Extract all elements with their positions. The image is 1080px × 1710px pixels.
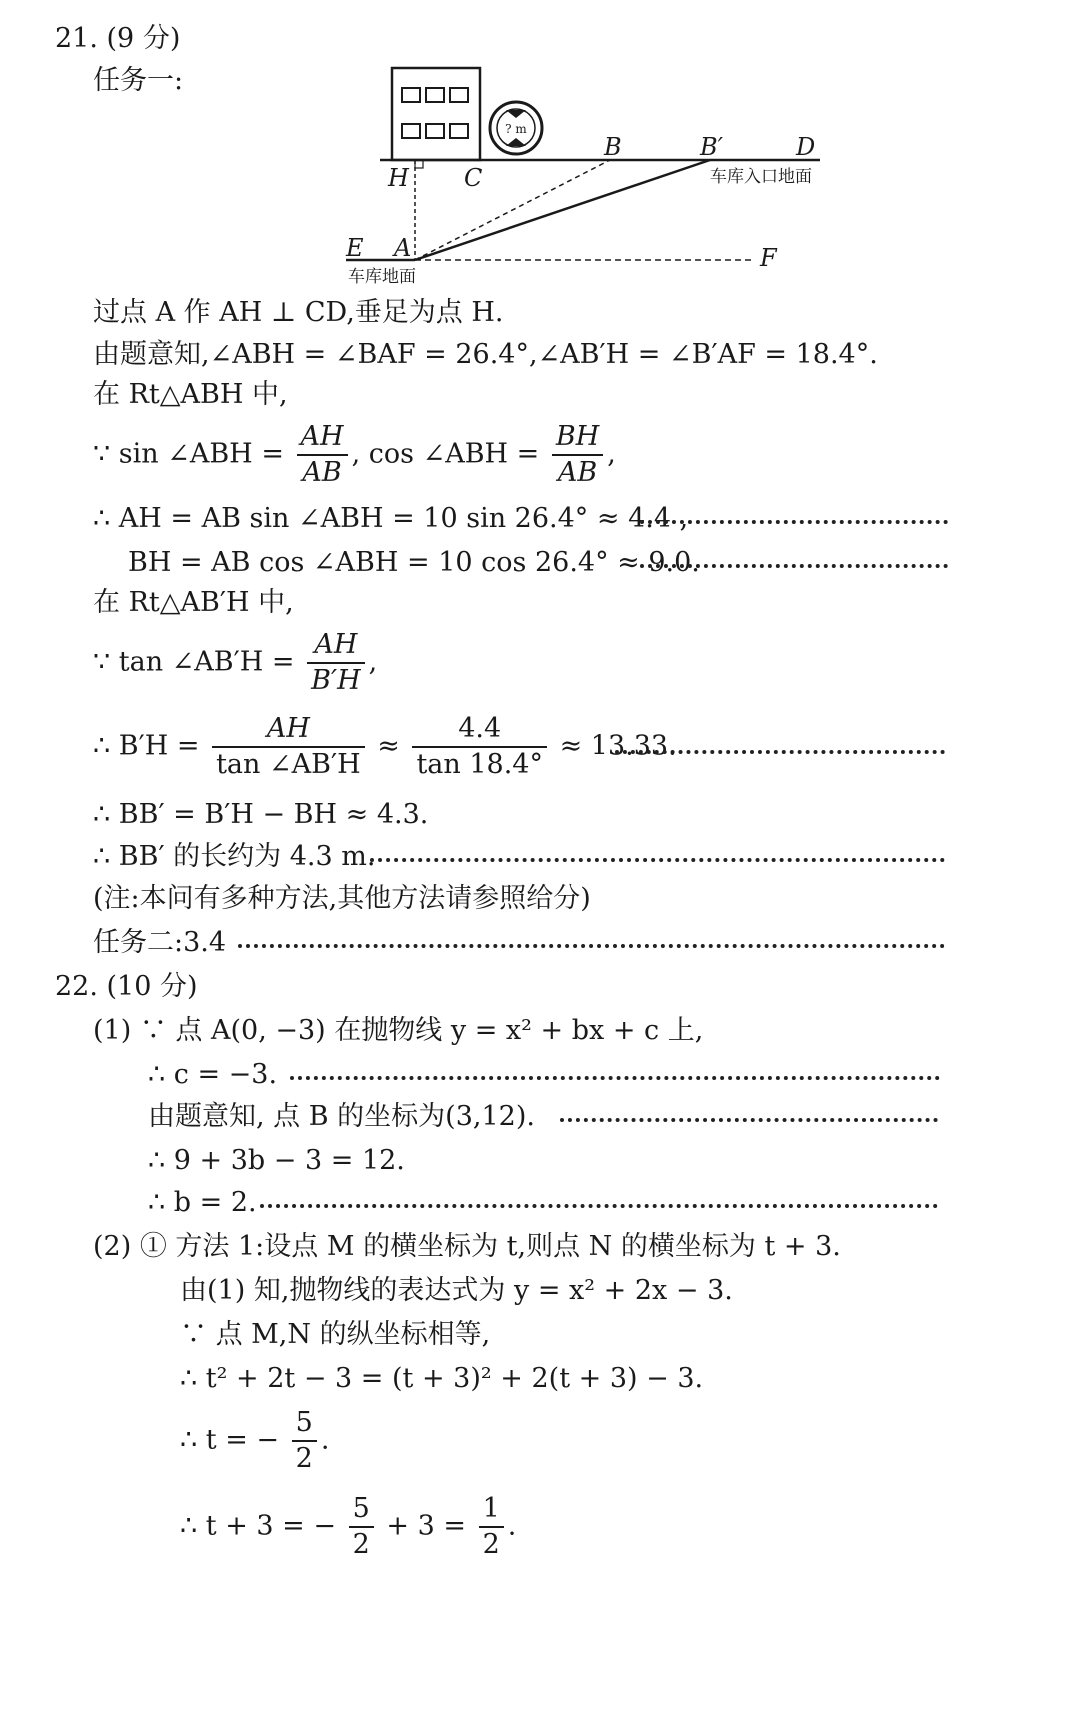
t-den: 2 [295,1443,313,1474]
bh-num2: 4.4 [412,712,547,748]
score-dots [615,750,945,754]
t3-num1: 5 [349,1492,374,1528]
q22-p2-line3: ∵ 点 M,N 的纵坐标相等, [180,1319,491,1350]
bh-den2: tan 18.4° [416,749,543,780]
t-fraction [292,1406,317,1476]
q21-tan-line: ∵ tan ∠AB′H = $\frac{AH}{B'H}$ , [93,629,378,696]
bh-approx: ≈ [377,730,400,762]
cos-fraction [552,420,603,490]
sin-den: AB [302,457,342,488]
label-A: A [394,234,412,262]
bh-fraction-2 [412,712,547,782]
cos-lhs: , cos ∠ABH = [351,438,540,470]
score-dots [640,564,948,568]
q21-line10: ∴ BB′ = B′H − BH ≈ 4.3. [93,799,429,830]
tan-num: AH [307,628,365,664]
task1-label: 任务一: [93,65,184,96]
cos-num: BH [552,420,603,456]
tan-lhs: ∵ tan ∠AB′H = [93,646,295,678]
q22-p1-line2: ∴ c = −3. [148,1059,278,1090]
bh-den1: tan ∠AB′H [216,749,361,780]
t3-end: . [507,1510,517,1542]
t3-lhs: ∴ t + 3 = − [180,1510,336,1542]
q22-p1-line4: ∴ 9 + 3b − 3 = 12. [148,1145,405,1176]
t3-fraction-1 [349,1492,374,1562]
label-E: E [346,234,364,262]
q21-line11: ∴ BB′ 的长约为 4.3 m. [93,841,376,872]
t3-den2: 2 [482,1529,500,1560]
t3-den1: 2 [352,1529,370,1560]
q22-p2-line1: (2) ① 方法 1:设点 M 的横坐标为 t,则点 N 的横坐标为 t + 3. [93,1231,841,1262]
sign-text: ? m [505,122,527,136]
bh-result: ≈ 13.33. [559,730,677,762]
score-dots [290,1076,940,1080]
label-H: H [388,164,409,192]
label-garage-floor: 车库地面 [348,267,416,287]
q21-line3: 在 Rt△ABH 中, [93,379,288,410]
q21-line6: BH = AB cos ∠ABH = 10 cos 26.4° ≈ 9.0. [128,547,700,578]
q21-note: (注:本问有多种方法,其他方法请参照给分) [93,883,591,914]
score-dots [370,858,945,862]
garage-diagram [330,60,850,290]
q22-p1-line1: (1) ∵ 点 A(0, −3) 在抛物线 y = x² + bx + c 上, [93,1015,704,1046]
label-C: C [464,164,483,192]
bh-fraction-1 [212,712,365,782]
label-B: B [604,133,622,161]
cos-den: AB [557,457,598,488]
q22-header: 22. (10 分) [55,971,198,1002]
q21-line1: 过点 A 作 AH ⊥ CD,垂足为点 H. [93,297,504,328]
score-dots [260,1204,938,1208]
label-B-prime: B′ [700,133,724,161]
t3-num2: 1 [479,1492,504,1528]
q21-header: 21. (9 分) [55,23,181,54]
q22-t3-line [180,1492,516,1562]
tan-den: B′H [311,665,361,696]
q22-p2-line2: 由(1) 知,抛物线的表达式为 y = x² + 2x − 3. [180,1275,733,1306]
score-dots [640,520,948,524]
sin-fraction [297,420,348,490]
q21-sin-cos-line: ∵ sin ∠ABH = $\frac{AH}{AB}$ , cos ∠ABH = $\frac{BH}{AB}$ , [93,421,616,488]
q22-p1-line3: 由题意知, 点 B 的坐标为(3,12). [148,1101,535,1132]
label-D: D [796,133,816,161]
q22-p1-line5: ∴ b = 2. [148,1187,257,1218]
t-end: . [320,1424,330,1456]
t3-fraction-2 [479,1492,504,1562]
score-dots [238,944,945,948]
bh-lhs: ∴ B′H = [93,730,200,762]
q22-p2-line4: ∴ t² + 2t − 3 = (t + 3)² + 2(t + 3) − 3. [180,1363,704,1394]
label-F: F [760,244,777,272]
tan-fraction [307,628,365,698]
sin-lhs: ∵ sin ∠ABH = [93,438,284,470]
sin-num: AH [297,420,348,456]
building-windows [402,88,468,138]
q21-line5: ∴ AH = AB sin ∠ABH = 10 sin 26.4° ≈ 4.4 , [93,503,689,534]
t-num: 5 [292,1406,317,1442]
t-lhs: ∴ t = − [180,1424,280,1456]
t3-mid: + 3 = [386,1510,466,1542]
q21-line7: 在 Rt△AB′H 中, [93,587,294,618]
height-limit-sign [490,102,542,154]
score-dots [560,1118,938,1122]
q21-line2: 由题意知,∠ABH = ∠BAF = 26.4°,∠AB′H = ∠B′AF = 18.4°. [93,339,878,370]
label-entrance-ground: 车库入口地面 [710,167,812,187]
bh-num1: AH [212,712,365,748]
q21-bh-line [93,712,677,782]
building [392,68,480,160]
q21-task2: 任务二:3.4 [93,927,227,958]
q22-t-line [180,1406,329,1476]
